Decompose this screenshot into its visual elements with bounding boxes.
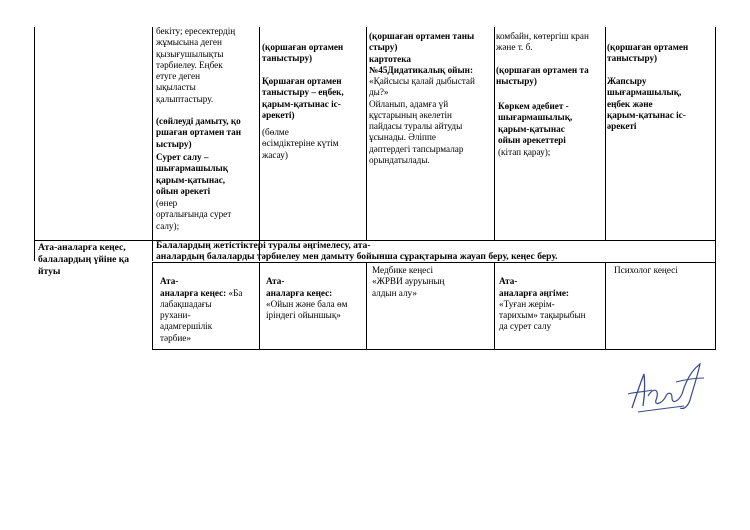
activity-cell-col2-title: Қоршаған ортамен таныстыру – еңбек, қарым-қатынас іс- әрекеті) xyxy=(262,76,344,120)
activity-cell-col2-detail: (бөлме өсімдіктеріне күтім жасау) xyxy=(262,127,339,160)
parents-banner-line1: Балалардың жетістіктері туралы әңгімелесу, ата- xyxy=(156,240,371,251)
activity-cell-col4-title: Көркем әдебиет - шығармашылық, қарым-қатынас ойын әрекеттері xyxy=(498,101,573,145)
parents-consult-col1 xyxy=(160,265,243,344)
column-divider-1 xyxy=(152,27,153,261)
parents-label-border-bottom xyxy=(152,263,153,350)
column-divider-5 xyxy=(605,27,606,241)
activity-cell-col5-note: (қоршаған ортамен таныстыру) xyxy=(607,42,689,64)
column-divider-2 xyxy=(259,27,260,261)
parents-consult-col1-heading: Ата- аналарға кеңес: xyxy=(160,276,227,298)
parents-consult-col2-topic: «Ойын және бала өм іріндегі ойыншық» xyxy=(266,298,348,321)
activity-cell-col3-detail: «Қайсысы қалай дыбыстай ды?» Ойланып, адамға үй құстарының әкелетін пайдасы туралы айтуды ұсынады. Әлiппе дәптердегі тапсырмалар орындатылады. xyxy=(369,76,475,166)
parents-consult-col4 xyxy=(499,265,586,333)
column-divider-4-lower xyxy=(494,263,495,350)
activity-cell-col3-title: (қоршаған ортамен таны стыру) картотека №45Дидатикалық ойын: xyxy=(369,31,475,75)
parents-consult-col3: Медбике кеңесі «ЖРВИ ауруының алдын алу» xyxy=(372,265,445,298)
parents-consult-col4-topic: «Туған жерім- тарихым» тақырыбын да сурет салу xyxy=(499,298,586,332)
activity-cell-col1-text: бекіту; ересектердің жұмысына деген қызығушылықты тәрбиелеу. Еңбек етуге деген ықыласты қалыптастыру. xyxy=(156,26,236,104)
activity-cell-col1-detail: (өнер орталығында сурет салу); xyxy=(156,198,232,231)
parents-consult-col5: Психолог кеңесі xyxy=(614,265,678,275)
parents-consult-col1-topic: «Ба лабақшадағы рухани- адамгершілік тәрбие» xyxy=(160,287,243,343)
activity-cell-col1-title: Сурет салу – шығармашылық қарым-қатынас, ойын әрекеті xyxy=(156,152,229,196)
parents-consult-col2 xyxy=(266,265,347,321)
activity-cell-col4-text: комбайн, көтергіш кран және т. б. xyxy=(496,31,589,53)
table-border-left xyxy=(34,27,35,261)
column-divider-5-lower xyxy=(605,263,606,350)
table-border-right xyxy=(715,27,716,350)
activity-cell-col4-note: (қоршаған ортамен та ныстыру) xyxy=(496,65,589,87)
parents-label-border-bottom-right xyxy=(259,263,260,350)
activity-cell-col2-note: (қоршаған ортамен таныстыру) xyxy=(262,42,344,64)
parents-banner-line2: аналардың балаларды тәрбиелеу мен дамыту бойынша сұрақтарына жауап беру, кеңес беру. xyxy=(156,251,558,262)
parents-row-label: Ата-аналарға кеңес, балалардың үйіне қа йтуы xyxy=(38,242,130,277)
activity-cell-col1-note: (сөйлеуді дамыту, қо ршаған ортамен тан ыстыру) xyxy=(156,116,242,149)
table-border-bottom xyxy=(152,349,716,350)
parents-consult-col2-heading: Ата- аналарға кеңес: xyxy=(266,276,333,298)
column-divider-3 xyxy=(366,27,367,241)
signature-icon xyxy=(618,360,710,418)
column-divider-3-lower xyxy=(366,263,367,350)
row-divider-top xyxy=(34,240,716,241)
column-divider-4 xyxy=(494,27,495,241)
activity-cell-col5-title: Жапсыру шығармашылық, еңбек және қарым-қатынас іс- әрекеті xyxy=(607,76,686,132)
parents-consult-col4-heading: Ата- аналарға әңгіме: xyxy=(499,276,569,298)
activity-cell-col4-detail: (кітап қарау); xyxy=(498,147,551,157)
